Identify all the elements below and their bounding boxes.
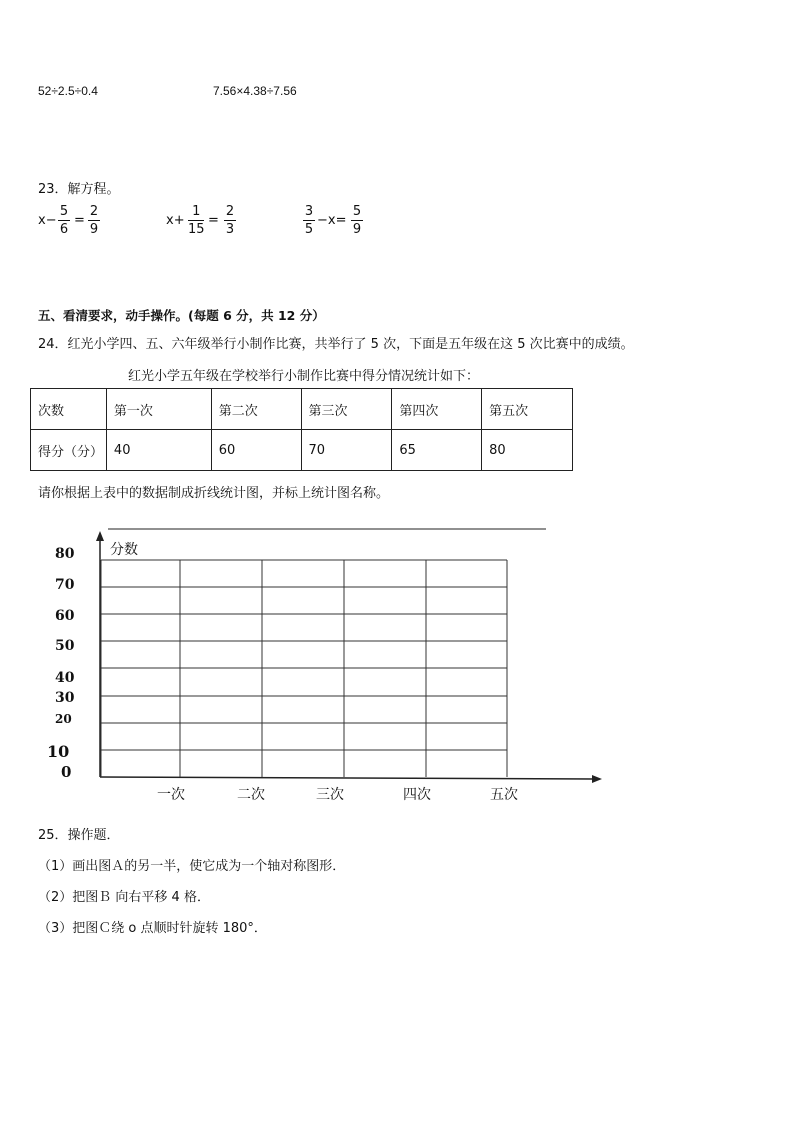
x-tick-label: 二次 (237, 787, 265, 803)
eq2-num1: 1 (192, 204, 201, 219)
eq2-den1: 15 (188, 222, 205, 237)
y-tick-label: 40 (55, 670, 75, 686)
eq2-den2: 3 (225, 222, 235, 237)
y-tick-label: 60 (55, 608, 75, 624)
y-tick-label: 10 (47, 742, 70, 761)
x-tick-label: 一次 (157, 787, 185, 803)
eq1-equals: = (74, 213, 85, 228)
grid-horizontal-lines (101, 560, 507, 750)
eq3-num2: 5 (352, 204, 362, 219)
eq3-num0: 3 (304, 204, 314, 219)
table-cell: 得分（分） (31, 430, 107, 471)
y-tick-label: 20 (55, 712, 72, 726)
eq2-num2: 2 (225, 204, 235, 219)
q25-title: 25．操作题． (38, 828, 120, 843)
table-cell: 第一次 (106, 389, 211, 430)
y-tick-label: 50 (55, 638, 75, 654)
eq2-left: x+ (166, 213, 185, 228)
q25-item-1: （1）画出图Ａ的另一半，使它成为一个轴对称图形． (38, 859, 346, 874)
table-cell: 80 (482, 430, 573, 471)
y-tick-label: 30 (55, 690, 75, 706)
q24-table-caption: 红光小学五年级在学校举行小制作比赛中得分情况统计如下： (128, 369, 480, 384)
table-cell: 40 (106, 430, 211, 471)
x-axis-arrow (592, 775, 602, 783)
calc-expression-1: 52÷2.5÷0.4 (38, 84, 98, 98)
y-tick-label: 70 (55, 577, 75, 593)
eq1-den1: 6 (59, 222, 69, 237)
x-tick-label: 三次 (316, 787, 344, 803)
table-cell: 第五次 (482, 389, 573, 430)
eq3-middle: −x= (317, 213, 347, 228)
table-cell: 第二次 (211, 389, 301, 430)
chart-ylabel: 分数 (110, 542, 138, 558)
eq3-den0: 5 (304, 222, 314, 237)
y-tick-label: 80 (55, 546, 75, 562)
x-tick-label: 五次 (490, 787, 518, 803)
table-cell: 65 (392, 430, 482, 471)
y-axis-arrow (96, 531, 104, 541)
table-cell: 60 (211, 430, 301, 471)
x-tick-label: 四次 (403, 787, 431, 803)
x-axis (100, 777, 594, 779)
q25-item-2: （2）把图Ｂ 向右平移 4 格． (38, 890, 210, 905)
table-cell: 70 (301, 430, 392, 471)
eq1-num1: 5 (59, 204, 69, 219)
calc-expression-2: 7.56×4.38÷7.56 (213, 84, 297, 98)
q24-text: 24．红光小学四、五、六年级举行小制作比赛，共举行了 5 次，下面是五年级在这 5 次比赛中的成绩。 (38, 337, 634, 352)
eq1-den2: 9 (89, 222, 99, 237)
table-cell: 次数 (31, 389, 107, 430)
q25-item-3: （3）把图Ｃ绕 o 点顺时针旋转 180°． (38, 921, 267, 936)
eq3-den2: 9 (352, 222, 362, 237)
q23-title: 23．解方程。 (38, 182, 120, 197)
eq1-left: x− (38, 213, 57, 228)
table-cell: 第四次 (392, 389, 482, 430)
table-cell: 第三次 (301, 389, 392, 430)
q24-instruction: 请你根据上表中的数据制成折线统计图，并标上统计图名称。 (38, 486, 390, 501)
y-tick-label: 0 (61, 763, 72, 781)
eq1-num2: 2 (89, 204, 99, 219)
eq2-equals: = (208, 213, 219, 228)
section5-heading: 五、看清要求，动手操作。(每题 6 分，共 12 分） (38, 308, 325, 323)
